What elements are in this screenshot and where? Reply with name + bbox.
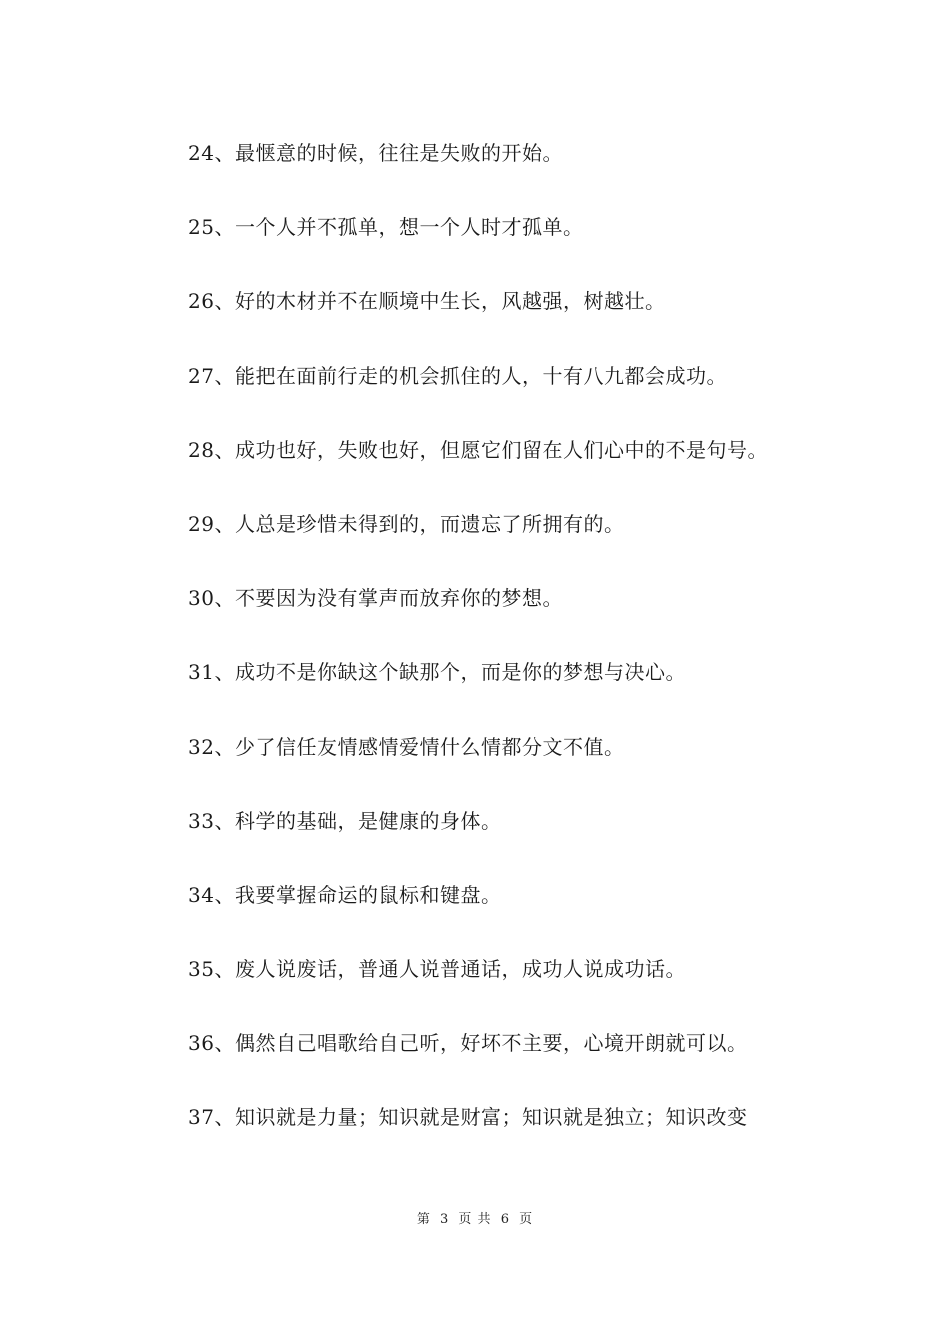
item-text: 知识就是力量；知识就是财富；知识就是独立；知识改变 bbox=[234, 1105, 748, 1130]
list-item bbox=[188, 138, 828, 212]
item-number: 27、 bbox=[188, 363, 235, 388]
item-number: 36、 bbox=[188, 1031, 235, 1056]
item-number: 24、 bbox=[188, 141, 235, 165]
item-number: 25、 bbox=[188, 215, 235, 240]
item-number: 30、 bbox=[188, 586, 235, 611]
total-page-count: 6 bbox=[500, 1212, 510, 1227]
current-page-number: 3 bbox=[440, 1212, 450, 1227]
item-number: 31、 bbox=[188, 660, 235, 685]
list-item bbox=[188, 657, 828, 731]
list-item bbox=[188, 1102, 828, 1176]
item-number: 28、 bbox=[188, 437, 235, 462]
list-item bbox=[188, 435, 828, 509]
list-item bbox=[188, 583, 828, 657]
item-text: 能把在面前行走的机会抓住的人，十有八九都会成功。 bbox=[234, 363, 727, 388]
item-text: 我要掌握命运的鼠标和键盘。 bbox=[234, 882, 502, 907]
list-item bbox=[188, 732, 828, 806]
list-item bbox=[188, 212, 828, 286]
item-text: 人总是珍惜未得到的，而遗忘了所拥有的。 bbox=[234, 511, 625, 536]
footer-middle: 页 共 bbox=[458, 1212, 492, 1227]
quote-list bbox=[188, 138, 828, 1177]
item-text: 废人说废话，普通人说普通话，成功人说成功话。 bbox=[234, 957, 686, 982]
item-number: 32、 bbox=[188, 734, 235, 759]
item-text: 成功也好，失败也好，但愿它们留在人们心中的不是句号。 bbox=[234, 437, 768, 462]
item-text: 不要因为没有掌声而放弃你的梦想。 bbox=[234, 586, 563, 611]
item-number: 37、 bbox=[188, 1105, 235, 1130]
list-item bbox=[188, 880, 828, 954]
item-text: 成功不是你缺这个缺那个，而是你的梦想与决心。 bbox=[234, 660, 686, 685]
item-text: 偶然自己唱歌给自己听，好坏不主要，心境开朗就可以。 bbox=[234, 1031, 748, 1056]
item-number: 29、 bbox=[188, 511, 235, 536]
item-text: 好的木材并不在顺境中生长，风越强，树越壮。 bbox=[234, 289, 666, 314]
footer-suffix: 页 bbox=[519, 1212, 534, 1227]
list-item bbox=[188, 509, 828, 583]
list-item bbox=[188, 1028, 828, 1102]
list-item bbox=[188, 286, 828, 360]
list-item bbox=[188, 954, 828, 1028]
item-number: 26、 bbox=[188, 289, 235, 314]
item-number: 33、 bbox=[188, 808, 235, 833]
footer-prefix: 第 bbox=[416, 1212, 431, 1227]
item-number: 35、 bbox=[188, 957, 235, 982]
item-text: 一个人并不孤单，想一个人时才孤单。 bbox=[234, 215, 584, 240]
item-text: 少了信任友情感情爱情什么情都分文不值。 bbox=[234, 734, 625, 759]
item-text: 最惬意的时候，往往是失败的开始。 bbox=[234, 141, 563, 165]
list-item bbox=[188, 806, 828, 880]
list-item bbox=[188, 361, 828, 435]
item-text: 科学的基础，是健康的身体。 bbox=[234, 808, 502, 833]
item-number: 34、 bbox=[188, 882, 235, 907]
page-footer bbox=[0, 1208, 950, 1227]
